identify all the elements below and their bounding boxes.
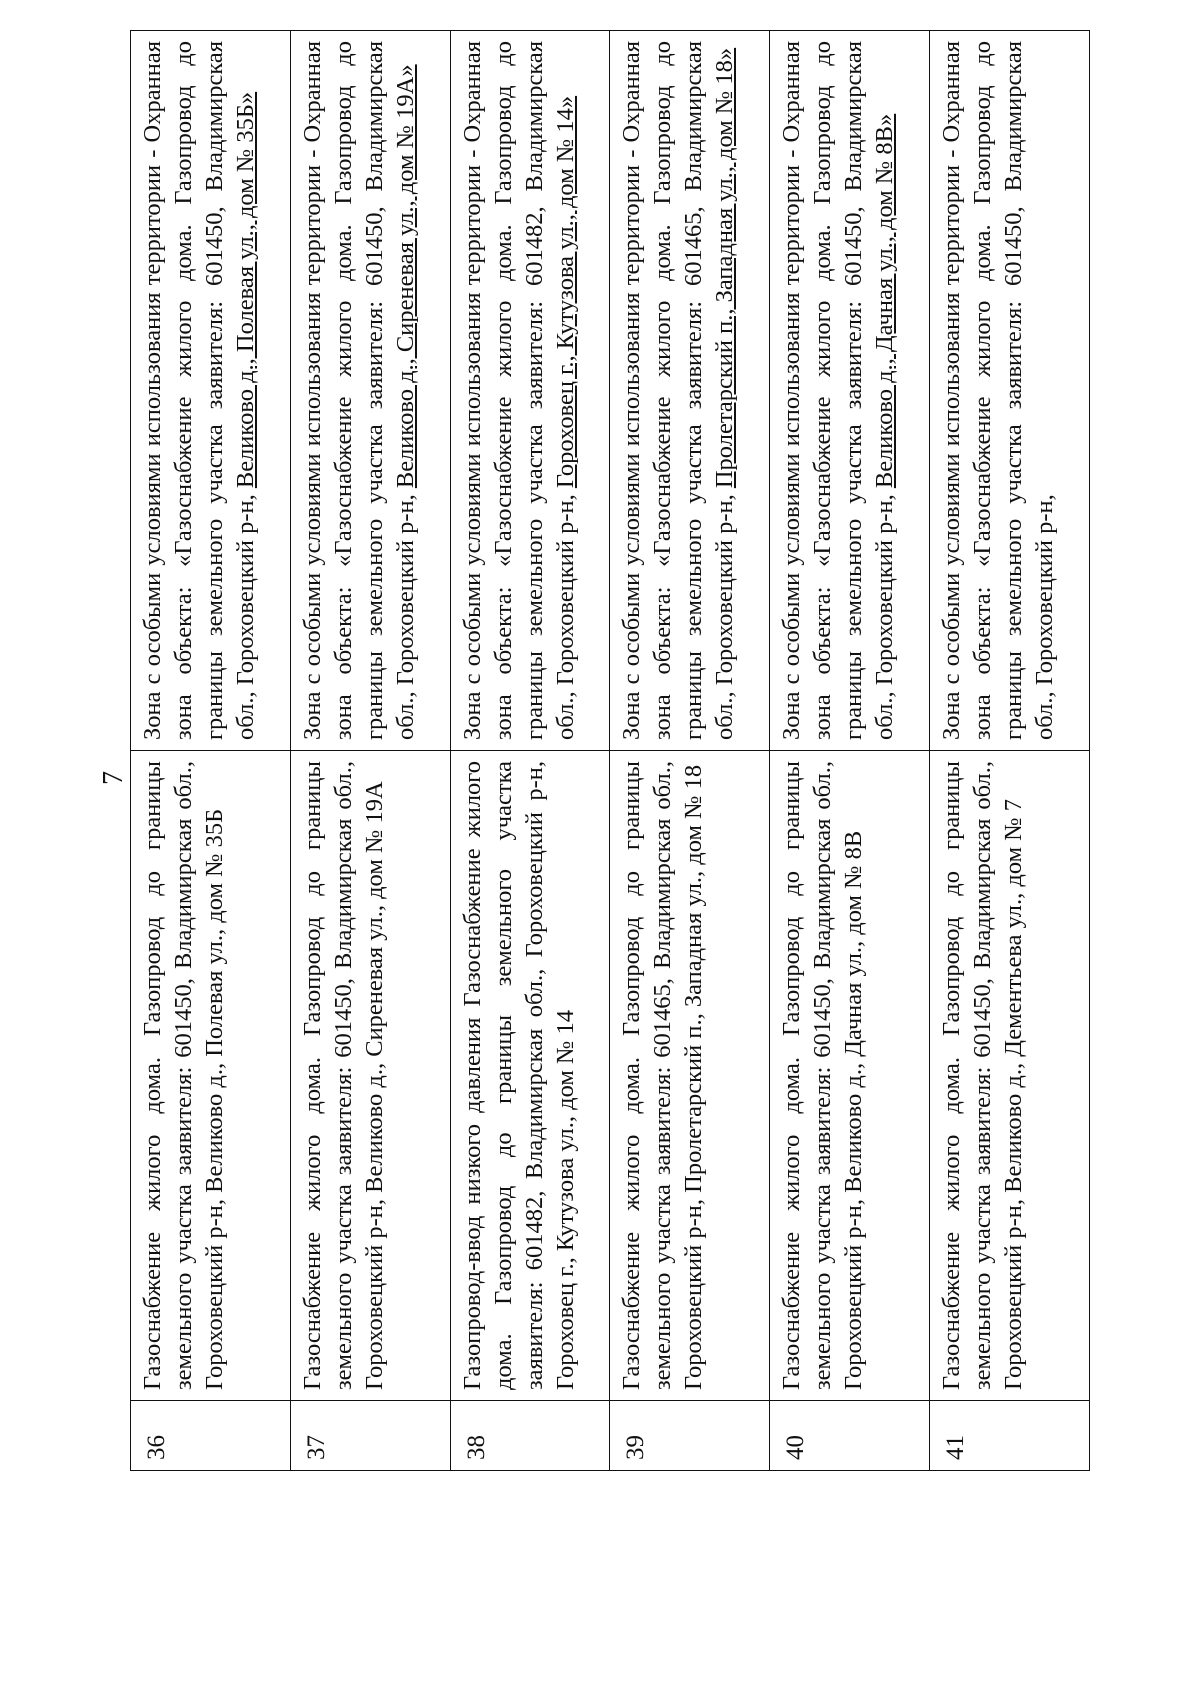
zone-address: Пролетарский п., Западная ул., дом № 18»	[711, 47, 739, 489]
page-number: 7	[98, 771, 129, 785]
zone-text: Зона с особыми условиями использования территории - Охранная зона объекта: «Газоснабжение жилого дома. Газопровод до границы земельного участка заявителя: 601450, Владимирская обл., Гороховецкий р-н,	[778, 41, 899, 740]
zone-description	[770, 31, 930, 751]
table-row	[450, 31, 610, 1471]
zones-table	[130, 30, 1090, 1471]
zone-text: Зона с особыми условиями использования территории - Охранная зона объекта: «Газоснабжение жилого дома. Газопровод до границы земельного участка заявителя: 601465, Владимирская обл., Гороховецкий р-н,	[618, 41, 739, 740]
zone-text: Зона с особыми условиями использования территории - Охранная зона объекта: «Газоснабжение жилого дома. Газопровод до границы земельного участка заявителя: 601450, Владимирская обл., Гороховецкий р-н,	[938, 41, 1059, 740]
zone-text: Зона с особыми условиями использования территории - Охранная зона объекта: «Газоснабжение жилого дома. Газопровод до границы земельного участка заявителя: 601482, Владимирская обл., Гороховецкий р-н,	[458, 41, 579, 740]
table-row	[290, 31, 450, 1471]
table-row	[610, 31, 770, 1471]
row-number: 38	[450, 1401, 610, 1471]
object-description: Газоснабжение жилого дома. Газопровод до границы земельного участка заявителя: 601450, Владимирская обл., Гороховецкий р-н, Великово д., Сиреневая ул., дом № 19А	[290, 751, 450, 1401]
object-description: Газоснабжение жилого дома. Газопровод до границы земельного участка заявителя: 601450, Владимирская обл., Гороховецкий р-н, Великово д., Полевая ул., дом № 35Б	[131, 751, 291, 1401]
rotated-table-wrapper	[130, 31, 1090, 1471]
zone-text: Зона с особыми условиями использования территории - Охранная зона объекта: «Газоснабжение жилого дома. Газопровод до границы земельного участка заявителя: 601450, Владимирская обл., Гороховецкий р-н,	[139, 41, 259, 740]
object-description: Газоснабжение жилого дома. Газопровод до границы земельного участка заявителя: 601450, Владимирская обл., Гороховецкий р-н, Великово д., Дачная ул., дом № 8В	[770, 751, 930, 1401]
row-number: 41	[930, 1401, 1090, 1471]
object-description: Газоснабжение жилого дома. Газопровод до границы земельного участка заявителя: 601465, Владимирская обл., Гороховецкий р-н, Пролетарский п., Западная ул., дом № 18	[610, 751, 770, 1401]
row-number: 37	[290, 1401, 450, 1471]
table-row	[131, 31, 291, 1471]
row-number: 39	[610, 1401, 770, 1471]
zone-description	[450, 31, 610, 751]
zone-description	[610, 31, 770, 751]
zone-text: Зона с особыми условиями использования территории - Охранная зона объекта: «Газоснабжение жилого дома. Газопровод до границы земельного участка заявителя: 601450, Владимирская обл., Гороховецкий р-н,	[298, 41, 419, 740]
row-number: 40	[770, 1401, 930, 1471]
zone-address: Великово д., Сиреневая ул., дом № 19А»	[391, 64, 419, 489]
row-number: 36	[131, 1401, 291, 1471]
zone-description	[930, 31, 1090, 751]
zone-address: Гороховец г., Кутузова ул., дом № 14»	[551, 95, 579, 489]
object-description: Газоснабжение жилого дома. Газопровод до границы земельного участка заявителя: 601450, Владимирская обл., Гороховецкий р-н, Великово д., Дементьева ул., дом № 7	[930, 751, 1090, 1401]
table-row	[930, 31, 1090, 1471]
zone-address: Великово д., Полевая ул., дом № 35Б»	[232, 91, 259, 489]
zone-description	[290, 31, 450, 751]
zone-address: Великово д., Дачная ул., дом № 8В»	[871, 113, 899, 489]
table-row	[770, 31, 930, 1471]
zone-description	[131, 31, 291, 751]
object-description: Газопровод-ввод низкого давления Газоснабжение жилого дома. Газопровод до границы земельного участка заявителя: 601482, Владимирская обл., Гороховецкий р-н, Гороховец г., Кутузова ул., дом № 14	[450, 751, 610, 1401]
